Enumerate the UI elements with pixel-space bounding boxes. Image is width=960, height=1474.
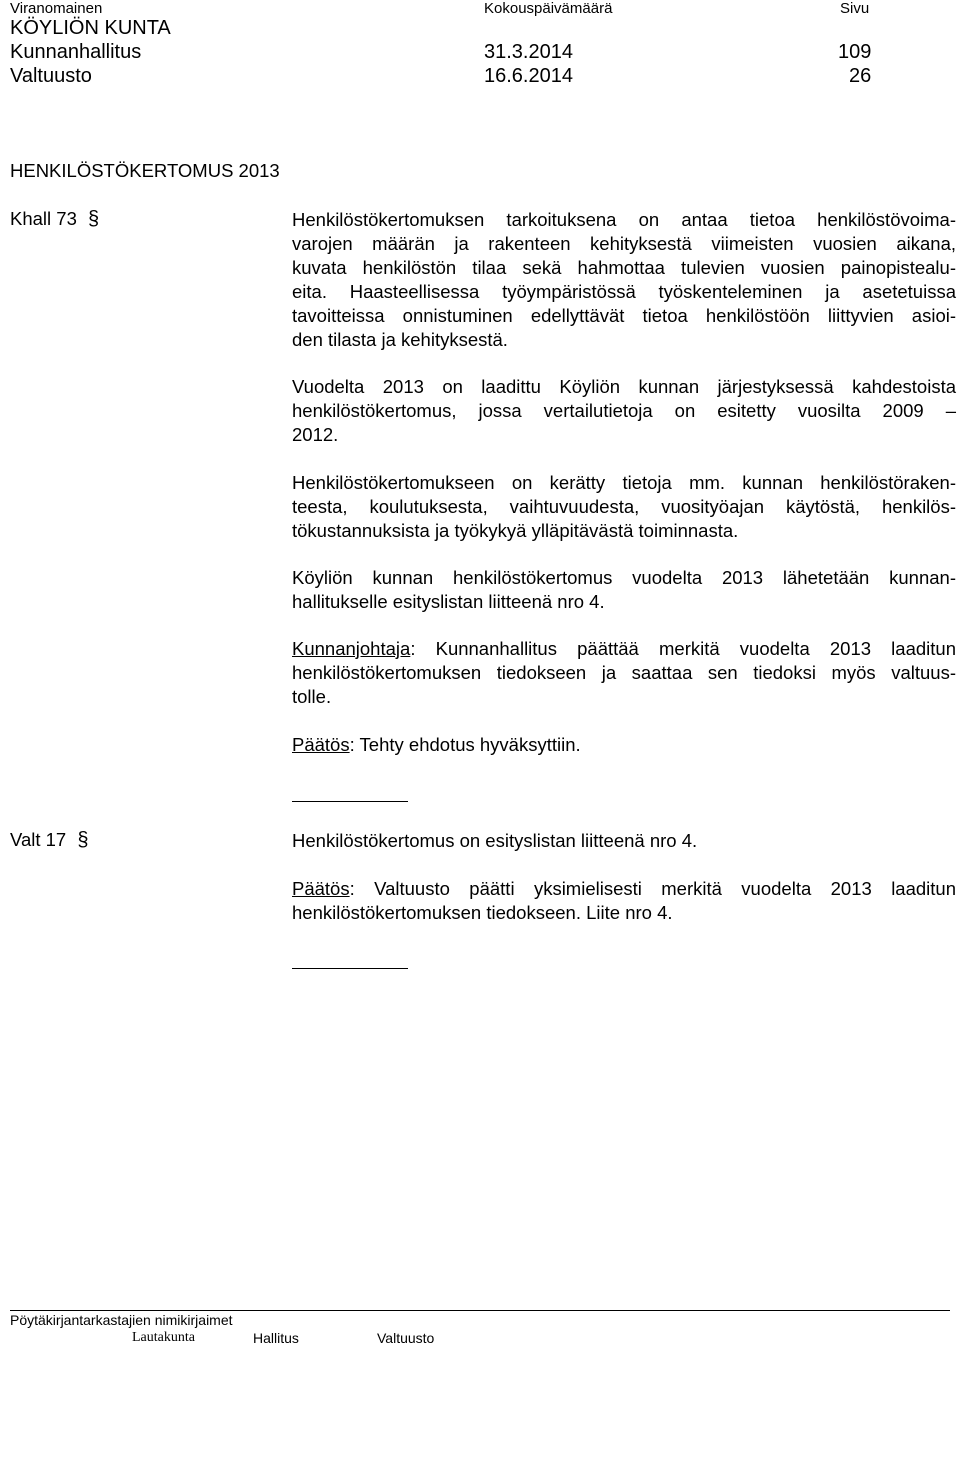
paragraph-submission [292,566,956,614]
header-page-2: 26 [849,65,872,87]
footer-col-hallitus: Hallitus [253,1330,299,1346]
header-body-1: Kunnanhallitus [10,41,142,63]
header-date-label: Kokouspäivämäärä [484,0,613,17]
text-line: Henkilöstökertomukseen on kerätty tietoja mm. kunnan henkilöstöraken- [292,472,956,493]
header-organization: KÖYLIÖN KUNTA [10,17,171,39]
decision-label: Päätös [292,878,350,899]
paragraph-contents [292,471,956,543]
decision-text: : Valtuusto päätti yksimielisesti merkitä vuodelta 2013 laaditun [349,878,956,899]
text-line: teesta, koulutuksesta, vaihtuvuudesta, vuosityöajan käytöstä, henkilös- [292,496,956,517]
footer-col-lautakunta: Lautakunta [132,1330,195,1345]
text-line [292,733,956,757]
section-symbol: § [77,829,89,851]
text-line: tolle. [292,686,332,707]
section-ref-text: Valt 17 [10,829,67,850]
text-line: 2012. [292,424,339,445]
header-date-2: 16.6.2014 [484,65,573,87]
text-line [292,877,956,901]
header-page-label: Sivu [840,0,870,17]
paragraph-decision-1 [292,733,956,757]
header-authority-label: Viranomainen [10,0,103,17]
paragraph-report-info [292,375,956,447]
decision-text: : Tehty ehdotus hyväksyttiin. [349,734,581,755]
header-body-2: Valtuusto [10,65,92,87]
document-title: HENKILÖSTÖKERTOMUS 2013 [10,160,280,181]
text-line: Köyliön kunnan henkilöstökertomus vuodelta 2013 lähetetään kunnan- [292,567,956,588]
text-line: henkilöstökertomuksen tiedokseen. Liite nro 4. [292,902,673,923]
text-line: Henkilöstökertomus on esityslistan liitteenä nro 4. [292,830,698,851]
footer-rule [10,1310,950,1311]
text-line [292,637,956,661]
section-ref-text: Khall 73 [10,208,77,229]
footer-col-valtuusto: Valtuusto [377,1330,435,1346]
paragraph-proposal [292,637,956,709]
header-page-1: 109 [838,41,872,63]
proposal-label: Kunnanjohtaja [292,638,411,659]
text-line: henkilöstökertomuksen tiedokseen ja saattaa sen tiedoksi myös valtuus- [292,662,956,683]
text-line: hallitukselle esityslistan liitteenä nro 4. [292,591,605,612]
text-line: Vuodelta 2013 on laadittu Köyliön kunnan järjestyksessä kahdestoista [292,376,956,397]
decision-label: Päätös [292,734,350,755]
proposal-text: : Kunnanhallitus päättää merkitä vuodelta 2013 laaditun [410,638,956,659]
text-line: tökustannuksista ja työkykyä ylläpitävästä toiminnasta. [292,520,739,541]
section-symbol: § [88,208,100,230]
section-ref-khall [10,208,99,231]
text-line: kuvata henkilöstön tilaa sekä hahmottaa tulevien vuosien painopistealu- [292,257,956,278]
text-line: Henkilöstökertomuksen tarkoituksena on antaa tietoa henkilöstövoima- [292,209,956,230]
text-line: den tilasta ja kehityksestä. [292,329,508,350]
section-ref-valt [10,829,89,852]
paragraph-purpose [292,208,956,352]
text-line: henkilöstökertomus, jossa vertailutietoja on esitetty vuosilta 2009 – [292,400,956,421]
footer-label: Pöytäkirjantarkastajien nimikirjaimet [10,1312,233,1328]
separator-line [292,968,408,969]
text-line: varojen määrän ja rakenteen kehityksestä viimeisten vuosien aikana, [292,233,956,254]
paragraph-decision-2 [292,877,956,925]
paragraph-attachment [292,829,956,853]
separator-line [292,801,408,802]
text-line: tavoitteissa onnistuminen edellyttävät tietoa henkilöstöön liittyvien asioi- [292,305,956,326]
header-date-1: 31.3.2014 [484,41,573,63]
text-line: eita. Haasteellisessa työympäristössä työskenteleminen ja asetetuissa [292,281,956,302]
